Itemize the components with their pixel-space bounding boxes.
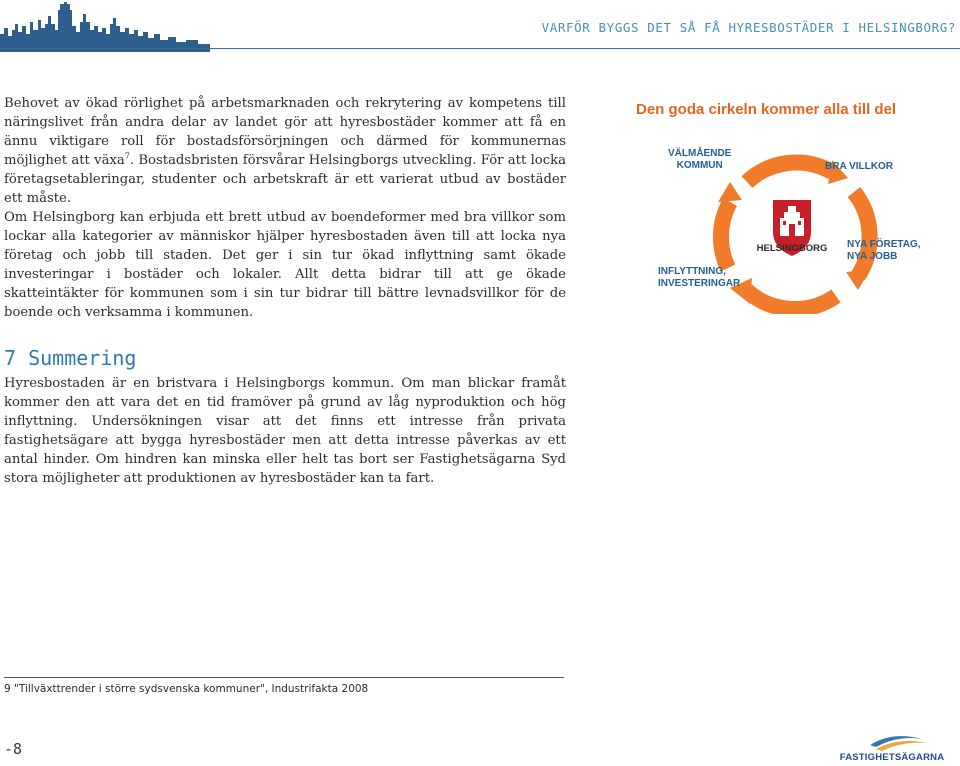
- intro-text-b: . Bostadsbristen försvårar Helsingborgs utveckling. För att locka företagsetableringar, studenter och arbetskraft är ett varierat utbud av bostäder ett måste.: [4, 153, 566, 206]
- label-bra-villkor: BRA VILLKOR: [825, 161, 893, 172]
- center-label-helsingborg: HELSINGBORG: [756, 243, 828, 254]
- label-inflyttning: INFLYTTNING, INVESTERINGAR: [658, 266, 741, 289]
- diagram-title: Den goda cirkeln kommer alla till del: [636, 101, 897, 118]
- footnote-reference: 7: [124, 151, 130, 161]
- running-head: VARFÖR BYGGS DET SÅ FÅ HYRESBOSTÄDER I HELSINGBORG?: [541, 20, 956, 35]
- label-valmaende-kommun: VÄLMÅENDE KOMMUN: [668, 148, 732, 171]
- ring-segment-top: [747, 163, 832, 182]
- footnote: 9 "Tillväxttrender i större sydsvenska kommuner", Industrifakta 2008: [4, 683, 369, 695]
- logo-wordmark: FASTIGHETSÄGARNA: [839, 752, 945, 763]
- arrow-head-left: [718, 182, 742, 202]
- arrow-head-right: [846, 270, 870, 290]
- wave-logo-icon: [836, 731, 948, 753]
- summary-paragraph: Hyresbostaden är en bristvara i Helsingborgs kommun. Om man blickar framåt kommer den att vara det en tid framöver på grund av låg nyproduktion och hög inflyttning. Undersökningen visar att det finns ett intresse från privata fastighetsägare att bygga hyresbostäder men att detta intresse påverkas av ett antal hinder. Om hindren kan minska eller helt tas bort ser Fastighetsägarna Syd stora möjligheter att produktionen av hyresbostäder kan ta fart.: [4, 376, 566, 486]
- footnote-rule: [4, 677, 564, 678]
- skyline-illustration: [0, 0, 210, 52]
- ring-segment-left: [721, 202, 730, 268]
- second-paragraph: Om Helsingborg kan erbjuda ett brett utbud av boendeformer med bra villkor som lockar alla kategorier av människor hjälper hyresbostaden även till att locka nya företag och jobb till staden. Det ger i sin tur ökad inflyttning samt ökade investeringar i bostäder och lokaler. Allt detta bidrar till att ge ökade skatteintäkter för kommunen som i sin tur bidrar till bättre levnadsvillkor för de boende och verksamma i kommunen.: [4, 210, 566, 320]
- fastighetsagarna-logo: [836, 731, 948, 765]
- good-circle-diagram: [632, 98, 942, 313]
- intro-text-a: Behovet av ökad rörlighet på arbetsmarknaden och rekrytering av kompetens till näringslivet från andra delar av landet gör att hyresbostäder kommer att få en ännu viktigare roll för bostadsförsörjningen och därmed för kommunernas möjlighet att växa: [4, 96, 566, 168]
- intro-paragraph: [4, 94, 566, 208]
- ring-segment-bottom: [746, 290, 836, 309]
- section-heading-summary: 7 Summering: [4, 346, 137, 370]
- header-rule: [0, 48, 960, 49]
- ring-segment-right: [854, 192, 870, 276]
- page-number: -8: [4, 740, 23, 758]
- label-nya-foretag: NYA FÖRETAG, NYA JOBB: [847, 239, 921, 262]
